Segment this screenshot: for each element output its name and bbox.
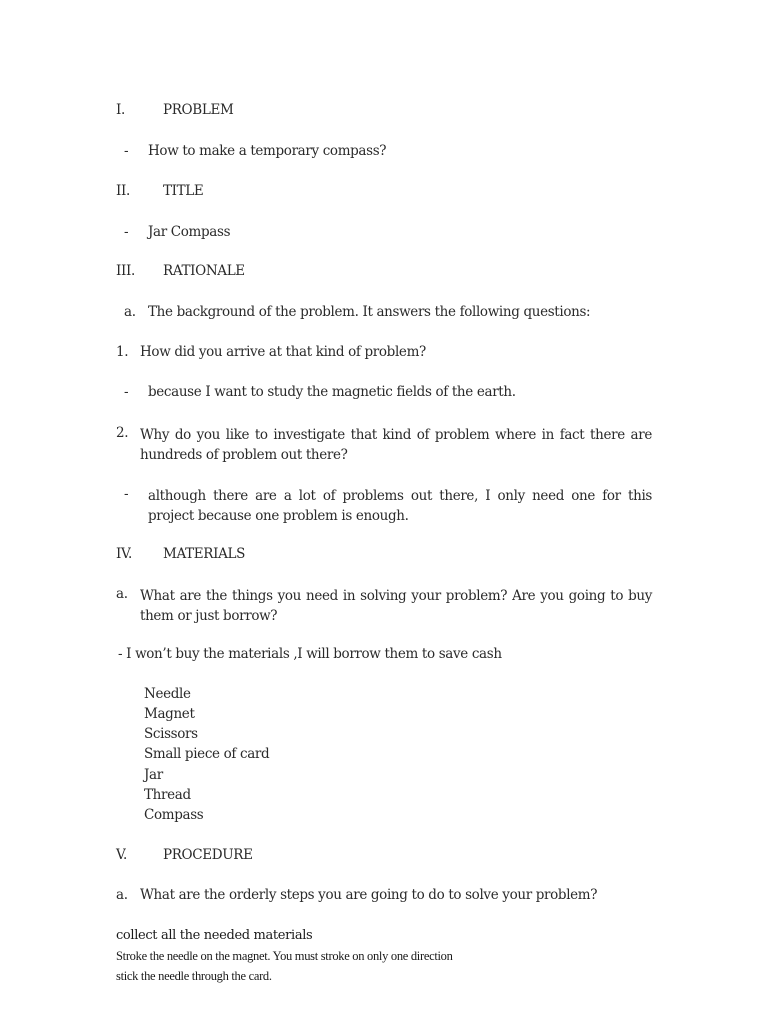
section-2-numeral: II. [116, 183, 130, 199]
section-5-a-text: What are the orderly steps you are going to do to solve your problem? [140, 887, 598, 903]
question-2-number: 2. [116, 425, 129, 441]
section-4-a-text: What are the things you need in solving your problem? Are you going to buy them or just borrow? [140, 588, 652, 624]
section-5-numeral: V. [116, 847, 127, 863]
section-3-numeral: III. [116, 263, 135, 279]
section-1-numeral: I. [116, 102, 125, 118]
section-2-dash: - [124, 224, 129, 240]
section-1-heading: PROBLEM [163, 102, 234, 118]
procedure-step: collect all the needed materials [116, 928, 313, 943]
material-item: Scissors [144, 726, 198, 742]
question-2-answer-text: although there are a lot of problems out there, I only need one for this project because one problem is enough. [148, 488, 652, 524]
section-5-heading: PROCEDURE [163, 847, 253, 863]
question-2-text: Why do you like to investigate that kind of problem where in fact there are hundreds of problem out there? [140, 427, 652, 463]
material-item: Needle [144, 686, 191, 702]
question-1-text: How did you arrive at that kind of problem? [140, 344, 426, 360]
material-item: Small piece of card [144, 746, 270, 762]
section-4-heading: MATERIALS [163, 546, 246, 562]
question-2-answer-dash: - [124, 486, 129, 502]
section-1-problem-text: How to make a temporary compass? [148, 143, 387, 159]
section-1-dash: - [124, 143, 129, 159]
section-4-a-marker: a. [116, 586, 128, 602]
question-1-answer-dash: - [124, 384, 129, 400]
section-4-numeral: IV. [116, 546, 132, 562]
section-2-title-text: Jar Compass [148, 224, 231, 240]
question-1-number: 1. [116, 344, 129, 360]
section-5-a-marker: a. [116, 887, 128, 903]
section-3-a-text: The background of the problem. It answers the following questions: [148, 304, 591, 320]
material-item: Magnet [144, 706, 195, 722]
section-3-heading: RATIONALE [163, 263, 245, 279]
question-1-answer-text: because I want to study the magnetic fields of the earth. [148, 384, 516, 400]
section-2-heading: TITLE [163, 183, 204, 199]
material-item: Thread [144, 787, 191, 803]
section-3-a-marker: a. [124, 304, 136, 320]
procedure-step: Stroke the needle on the magnet. You must stroke on only one direction [116, 949, 453, 963]
materials-answer: - I won’t buy the materials ,I will borrow them to save cash [118, 646, 502, 662]
material-item: Jar [144, 767, 163, 783]
material-item: Compass [144, 807, 204, 823]
procedure-step: stick the needle through the card. [116, 969, 272, 983]
